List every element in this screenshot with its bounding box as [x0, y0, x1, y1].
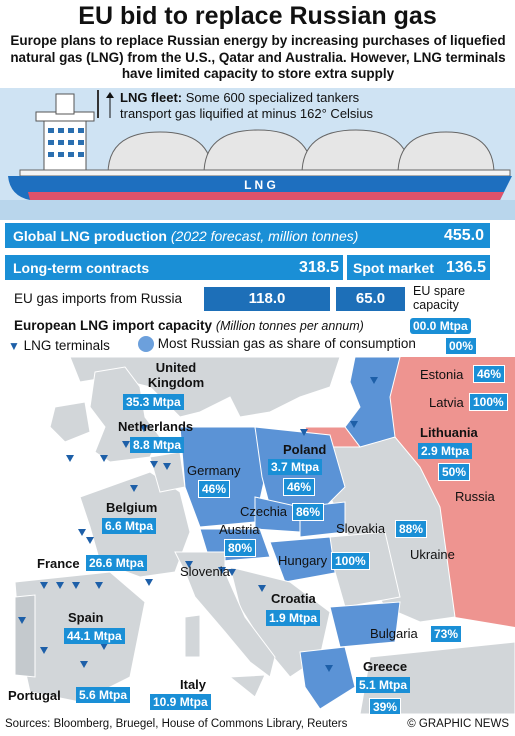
- global-production-bar: [5, 223, 490, 248]
- hull-lettering: L N G: [244, 178, 276, 192]
- sources-footer: Sources: Bloomberg, Bruegel, House of Commons Library, Reuters: [5, 718, 348, 730]
- fleet-caption: [120, 90, 390, 122]
- long-term-value: 318.5: [298, 258, 339, 276]
- fleet-heading: LNG fleet:: [120, 90, 183, 105]
- spare-capacity-label: EU spare capacity: [413, 284, 466, 312]
- label-ukraine: Ukraine: [410, 547, 455, 562]
- country-name-lithuania: Lithuania: [420, 425, 478, 440]
- country-name-bulgaria: Bulgaria: [370, 626, 418, 641]
- share-circle-icon: [138, 336, 154, 352]
- share-legend-label: Most Russian gas as share of consumption: [157, 336, 416, 351]
- share-bulgaria: 73%: [430, 625, 462, 643]
- country-name-hungary: Hungary: [278, 553, 328, 568]
- country-name-portugal: Portugal: [8, 688, 61, 703]
- share-slovakia: 88%: [395, 520, 427, 538]
- global-production-label: Global LNG production (2022 forecast, million tonnes): [13, 227, 359, 244]
- capacity-france: 26.6 Mtpa: [86, 555, 147, 571]
- long-term-bar: [5, 255, 343, 280]
- country-name-spain: Spain: [68, 610, 104, 625]
- capacity-belgium: 6.6 Mtpa: [102, 518, 156, 534]
- share-legend: [138, 336, 416, 352]
- country-name-france: France: [37, 556, 80, 571]
- country-name-netherlands: Netherlands: [118, 419, 194, 434]
- country-name-italy: Italy: [180, 677, 207, 692]
- copyright-footer: © GRAPHIC NEWS: [407, 718, 509, 730]
- fleet-text: Some 600 specialized tankers transport gas liquified at minus 162° Celsius: [120, 90, 374, 121]
- label-russia: Russia: [455, 489, 495, 504]
- capacity-legend-label: European LNG import capacity: [14, 318, 213, 333]
- capacity-poland: 3.7 Mtpa: [268, 459, 322, 475]
- spot-market-value: 136.5: [445, 258, 486, 276]
- share-czechia: 86%: [292, 503, 324, 521]
- country-name-croatia: Croatia: [271, 591, 316, 606]
- spot-market-bar: [347, 255, 490, 280]
- country-name-greece: Greece: [363, 659, 408, 674]
- page-subtitle: Europe plans to replace Russian energy by increasing purchases of liquefied natural gas (LNG) from the U.S., Qatar and Australia. However, LNG terminals have limited capacity to store extra supply: [10, 33, 506, 81]
- capacity-portugal: 5.6 Mtpa: [76, 687, 130, 703]
- spare-capacity-bar: 65.0: [336, 287, 405, 311]
- share-legend-key: 00%: [446, 338, 476, 354]
- country-name-latvia: Latvia: [429, 395, 464, 410]
- capacity-netherlands: 8.8 Mtpa: [130, 437, 184, 453]
- country-name-germany: Germany: [187, 463, 241, 478]
- country-name-estonia: Estonia: [420, 367, 464, 382]
- global-production-value: 455.0: [443, 226, 484, 244]
- country-name-belgium: Belgium: [106, 500, 158, 515]
- country-name-slovenia: Slovenia: [180, 564, 230, 579]
- country-name-poland: Poland: [283, 442, 327, 457]
- share-germany: 46%: [198, 480, 230, 498]
- spot-market-label: Spot market: [353, 259, 434, 276]
- portugal-shape: [15, 595, 35, 677]
- capacity-legend-units: (Million tonnes per annum): [215, 319, 364, 333]
- page-title: EU bid to replace Russian gas: [78, 2, 437, 30]
- terminal-marker-icon: ▼: [8, 339, 20, 353]
- share-poland: 46%: [283, 478, 315, 496]
- share-hungary: 100%: [331, 552, 370, 570]
- capacity-spain: 44.1 Mtpa: [64, 628, 125, 644]
- share-lithuania: 50%: [438, 463, 470, 481]
- russia-imports-bar: 118.0: [204, 287, 330, 311]
- capacity-legend-key: 00.0 Mtpa: [410, 318, 471, 334]
- country-name-austria: Austria: [219, 522, 260, 537]
- country-name-uk: United Kingdom: [147, 360, 205, 390]
- russia-imports-label: EU gas imports from Russia: [14, 291, 183, 306]
- europe-map: [0, 357, 515, 714]
- sardinia-shape: [185, 615, 200, 657]
- capacity-croatia: 1.9 Mtpa: [266, 610, 320, 626]
- capacity-lithuania: 2.9 Mtpa: [418, 443, 472, 459]
- terminals-legend-label: LNG terminals: [23, 338, 110, 353]
- country-name-czechia: Czechia: [240, 504, 287, 519]
- capacity-legend: [14, 318, 364, 333]
- capacity-italy: 10.9 Mtpa: [150, 694, 211, 710]
- capacity-uk: 35.3 Mtpa: [123, 394, 184, 410]
- share-greece: 39%: [369, 698, 401, 714]
- country-name-slovakia: Slovakia: [336, 521, 386, 536]
- long-term-label: Long-term contracts: [13, 259, 150, 276]
- share-estonia: 46%: [473, 365, 505, 383]
- share-austria: 80%: [224, 539, 256, 557]
- terminals-legend: [8, 338, 110, 353]
- capacity-greece: 5.1 Mtpa: [356, 677, 410, 693]
- share-latvia: 100%: [469, 393, 508, 411]
